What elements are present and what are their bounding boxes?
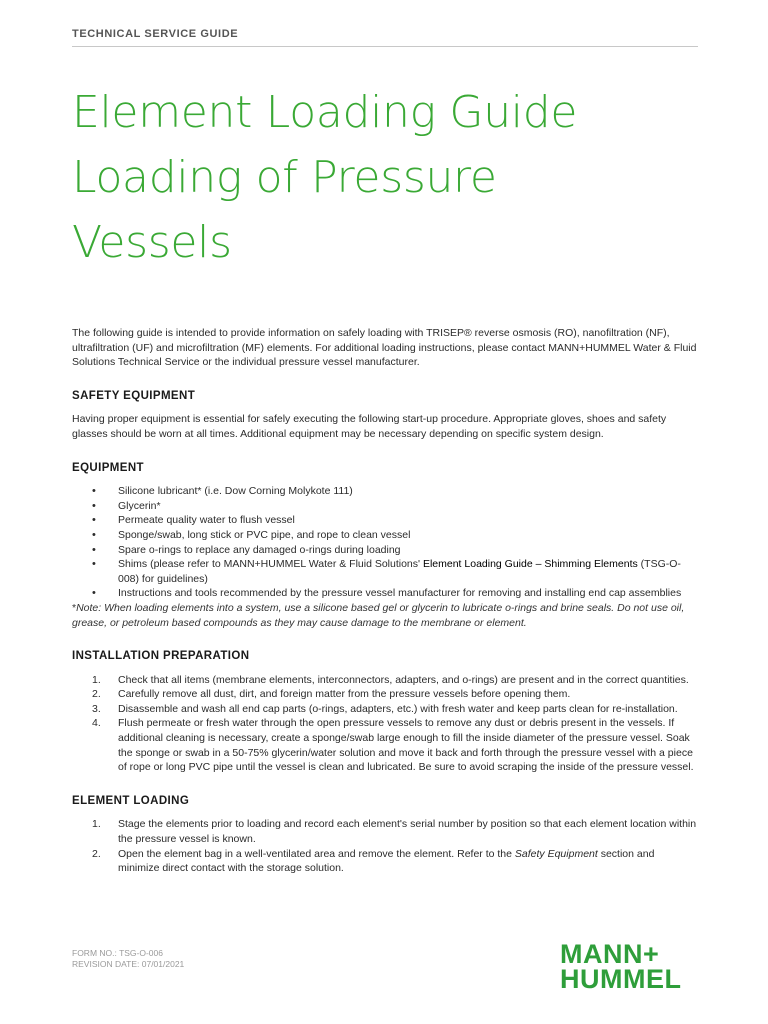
safety-equipment-text: Having proper equipment is essential for safely executing the following start-up procedure. Appropriate gloves, shoes and safety glasses should be worn at all times. Additional equipment may be necessary depending on specific system design. xyxy=(72,413,667,440)
document-header xyxy=(72,28,698,47)
step-number: 2. xyxy=(92,847,101,860)
step-number: 1. xyxy=(92,818,101,831)
mann-hummel-logo xyxy=(560,939,682,994)
title-line-2: Loading of Pressure xyxy=(72,152,497,203)
step-text: Flush permeate or fresh water through the open pressure vessels to remove any dust or debris present in the vessels. If additional cleaning is necessary, create a sponge/swab large enough to fill the inside diameter of the pressure vessel. Soak the sponge or swab in a 50-75% glycerin/water solution and move it back and forth through the pressure vessel with a piece of rope or long PVC pipe until the vessel is clean and lubricated. Be sure to avoid scraping the inside of the pressure vessel. xyxy=(118,717,694,774)
list-item xyxy=(92,716,698,774)
page-title xyxy=(72,80,712,275)
lubricant-note xyxy=(72,601,698,630)
list-item xyxy=(92,847,698,876)
list-item: • Silicone lubricant* (i.e. Dow Corning Molykote 111) xyxy=(92,484,698,499)
step-number: 1. xyxy=(92,673,101,686)
step-text: Disassemble and wash all end cap parts (o-rings, adapters, etc.) with fresh water and keep parts clean for re-installation. xyxy=(118,702,678,715)
intro-paragraph: The following guide is intended to provide information on safely loading with TRISEP® reverse osmosis (RO), nanofiltration (NF), ultrafiltration (UF) and microfiltration (MF) elements. For additional loading instructions, please contact MANN+HUMMEL Water & Fluid Solutions Technical Service or the individual pressure vessel manufacturer. xyxy=(72,327,697,369)
step-number: 4. xyxy=(92,717,101,730)
step-text: Stage the elements prior to loading and record each element's serial number by position so that each element location within the pressure vessel is known. xyxy=(118,818,697,846)
note-asterisk: * xyxy=(72,601,77,614)
shimming-guide-link[interactable]: Element Loading Guide – Shimming Elements xyxy=(422,558,638,571)
list-item xyxy=(92,817,698,846)
step-number: 3. xyxy=(92,702,101,715)
list-item: • Instructions and tools recommended by the pressure vessel manufacturer for removing and installing end cap assemblies xyxy=(92,586,698,601)
step-text: Check that all items (membrane elements, interconnectors, adapters, and o-rings) are present and in the correct quantities. xyxy=(118,673,689,686)
list-item: • Permeate quality water to flush vessel xyxy=(92,513,698,528)
safety-equipment-heading: SAFETY EQUIPMENT xyxy=(72,389,196,402)
shims-prefix: Shims (please refer to MANN+HUMMEL Water & Fluid Solutions' xyxy=(118,558,423,571)
list-item-shims xyxy=(92,557,698,586)
list-item: • Sponge/swab, long stick or PVC pipe, and rope to clean vessel xyxy=(92,528,698,543)
form-info xyxy=(72,948,184,970)
equipment-heading: EQUIPMENT xyxy=(72,461,144,474)
equipment-list xyxy=(92,484,698,601)
logo-line-1: MANN+ xyxy=(560,939,660,969)
note-text: Note: When loading elements into a system, use a silicone based gel or glycerin to lubricate o-rings and brine seals. Do not use oil, grease, or petroleum based compounds as they may cause damage to the membrane or element. xyxy=(72,601,685,629)
installation-preparation-heading: INSTALLATION PREPARATION xyxy=(72,650,250,663)
form-number: FORM NO.: TSG-O-006 xyxy=(72,948,163,958)
preparation-steps xyxy=(92,673,698,775)
title-line-3: Vessels xyxy=(72,217,232,268)
list-item xyxy=(92,673,698,688)
revision-date: REVISION DATE: 07/01/2021 xyxy=(72,959,185,969)
safety-equipment-reference: Safety Equipment xyxy=(514,847,598,860)
step-text-prefix: Open the element bag in a well-ventilated area and remove the element. Refer to the xyxy=(118,847,515,860)
list-item xyxy=(92,702,698,717)
list-item xyxy=(92,687,698,702)
list-item: • Glycerin* xyxy=(92,499,698,514)
header-label: TECHNICAL SERVICE GUIDE xyxy=(72,28,239,40)
step-text: Carefully remove all dust, dirt, and foreign matter from the pressure vessels before opening them. xyxy=(118,688,571,701)
list-item: • Spare o-rings to replace any damaged o-rings during loading xyxy=(92,543,698,558)
document-body xyxy=(72,326,698,876)
step-text-suffix: section and minimize direct contact with the storage solution. xyxy=(118,847,655,875)
logo-line-2: HUMMEL xyxy=(560,964,682,994)
title-line-1: Element Loading Guide xyxy=(72,87,578,138)
step-number: 2. xyxy=(92,688,101,701)
element-loading-heading: ELEMENT LOADING xyxy=(72,794,190,807)
loading-steps xyxy=(92,817,698,875)
shims-suffix: (TSG-O-008) for guidelines) xyxy=(118,558,681,585)
